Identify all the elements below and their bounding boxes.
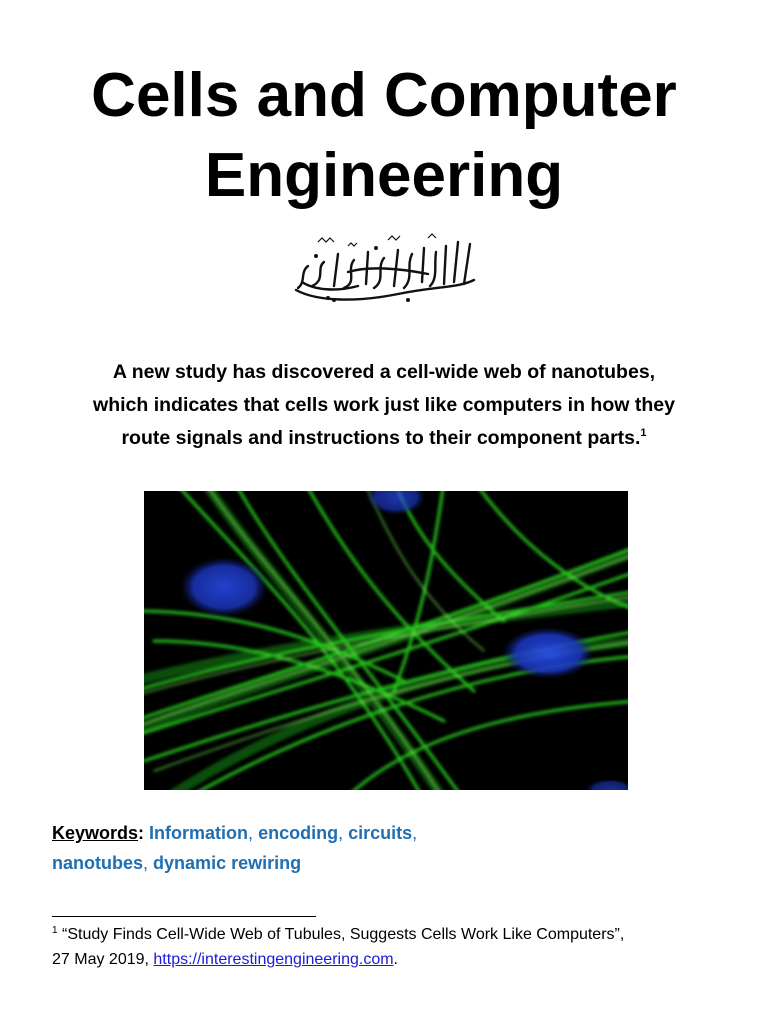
footnote-link[interactable]: https://interestingengineering.com <box>153 951 394 968</box>
cell-fiber-image-icon <box>144 491 628 790</box>
keyword-nanotubes: nanotubes <box>52 853 144 873</box>
bismillah-calligraphy-icon <box>288 232 480 308</box>
document-title <box>0 56 768 216</box>
keywords-label: Keywords <box>52 823 139 843</box>
intro-line-1: A new study has discovered a cell-wide web of nanotubes, <box>112 361 656 383</box>
microscopy-image <box>144 491 628 790</box>
keyword-circuits: circuits <box>348 823 413 843</box>
keyword-encoding: encoding <box>258 823 339 843</box>
intro-paragraph <box>40 356 728 455</box>
footnote-divider <box>52 916 316 917</box>
keyword-information: Information <box>149 823 249 843</box>
keywords-colon: : <box>138 823 145 843</box>
title-line-2: Engineering <box>204 141 564 210</box>
footnote-number: 1 <box>52 925 58 936</box>
title-line-1: Cells and Computer <box>91 61 677 130</box>
footnote-text: “Study Finds Cell-Wide Web of Tubules, Suggests Cells Work Like Computers”, <box>62 926 625 943</box>
keywords: Keywords: Information, encoding, circuits, nanotubes, dynamic rewiring <box>52 823 418 873</box>
footnote-trailing: . <box>393 951 398 968</box>
footnote <box>52 922 728 972</box>
keyword-dynamic-rewiring: dynamic rewiring <box>153 853 302 873</box>
intro-footnote-ref[interactable]: 1 <box>640 427 647 439</box>
intro-line-2: which indicates that cells work just like computers in how they <box>93 394 675 416</box>
footnote-date: 27 May 2019, <box>52 951 154 968</box>
intro-line-3: route signals and instructions to their component parts. <box>121 427 641 449</box>
